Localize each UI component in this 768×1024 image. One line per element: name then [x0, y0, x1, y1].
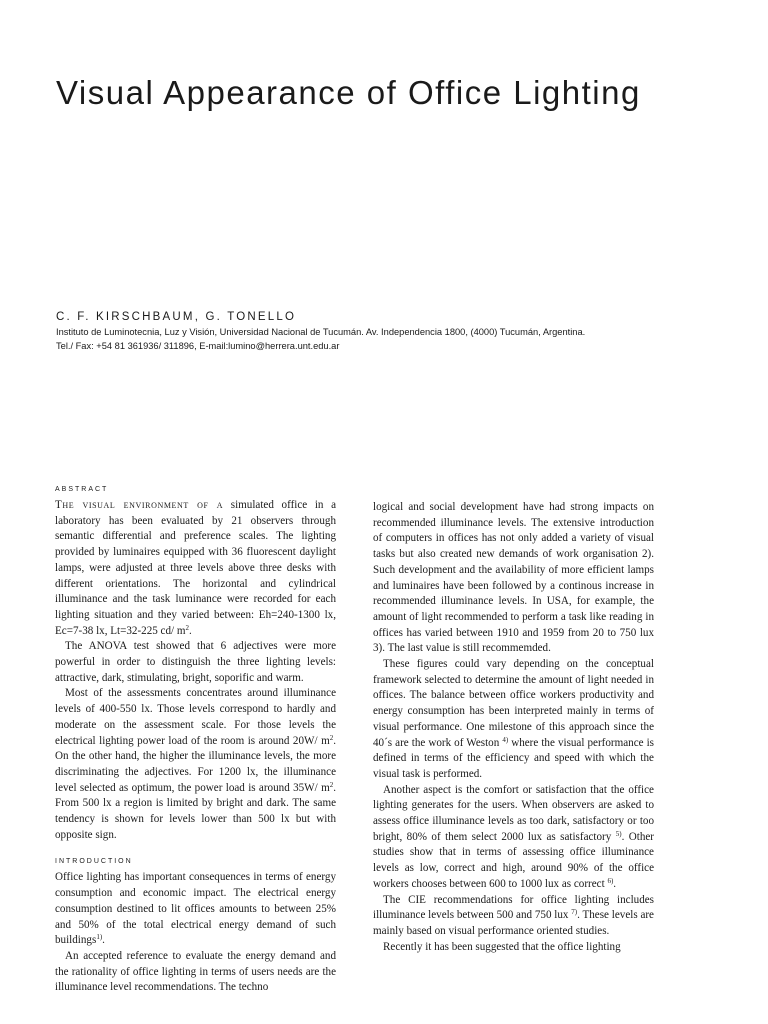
right-column [373, 500, 654, 955]
right-p4-superscript: 7) [571, 908, 578, 917]
right-p4-text-b: . These levels are mainly based on visual performance oriented studies. [373, 909, 654, 937]
right-p3-text-a: Another aspect is the comfort or satisfaction that the office lighting generates for the users. When observers are asked to assess office illuminance levels as too dark, satisfactory or too bright, 80% of them select 2000 lux as satisfactory [373, 783, 654, 843]
abstract-lead-smallcaps: The visual environment of a [55, 499, 224, 511]
abstract-p3-superscript-1: 2 [329, 733, 334, 742]
abstract-heading: ABSTRACT [55, 486, 109, 493]
right-p3-text-c: . [613, 877, 617, 890]
affiliation-address: Instituto de Luminotecnia, Luz y Visión, Universidad Nacional de Tucumán. Av. Independencia 1800, (4000) Tucumán, Argentina. [56, 327, 586, 337]
right-p3-superscript-1: 5) [615, 829, 622, 838]
right-paragraph-3 [373, 783, 654, 893]
abstract-p3-superscript-2: 2 [329, 780, 334, 789]
right-p2-text-a: These figures could vary depending on the conceptual framework selected to determine the amount of light needed in offices. The balance between office workers productivity and energy consumption has been interpreted mainly in terms of visual performance. One milestone of this approach since the 40´s are the work of Weston [373, 658, 654, 749]
intro-p1-end: . [102, 934, 105, 947]
affiliation-contact: Tel./ Fax: +54 81 361936/ 311896, E-mail:lumino@herrera.unt.edu.ar [56, 341, 340, 351]
right-p2-text-b: where the visual performance is defined in terms of the efficiency and speed with which the visual task is performed. [373, 736, 654, 780]
intro-p1-superscript: 1) [96, 933, 103, 942]
right-p2-superscript: 4) [502, 735, 509, 744]
paper-title: Visual Appearance of Office Lighting [56, 74, 641, 111]
abstract-p1-text: simulated office in a laboratory has been evaluated by 21 observers through semantic differential and preference scales. The lighting provided by luminaires equipped with 36 fluorescent daylight lamps, were adjusted at three levels above three desks with different orientations. The horizontal and cylindrical illuminance and the task luminance were recorded for each lighting situation and they varied between: Eh=240-1300 lx, Ec=7-38 lx, Lt=32-225 cd/ m [55, 499, 336, 637]
right-paragraph-5: Recently it has been suggested that the office lighting [383, 940, 621, 953]
intro-p1-text: Office lighting has important consequences in terms of energy consumption and economic impact. The electrical energy consumption destined to lit offices amounts to between 25% and 50% of the total electrical energy demand of such buildings [55, 871, 336, 947]
right-paragraph-2 [373, 657, 654, 783]
right-paragraph-4 [373, 893, 654, 940]
abstract-p1-superscript: 2 [185, 623, 190, 632]
abstract-paragraph-3 [55, 686, 336, 843]
abstract-paragraph-2: The ANOVA test showed that 6 adjectives were more powerful in order to distinguish the three lighting levels: attractive, dark, stimulating, bright, soporific and warm. [55, 640, 336, 684]
abstract-p3-text-c: . From 500 lx a region is limited by bright and dark. The same tendency is shown for levels lower than 500 lx but with opposite sign. [55, 781, 336, 841]
abstract-paragraph-1 [55, 498, 336, 639]
introduction-heading: INTRODUCTION [55, 858, 133, 866]
right-p3-superscript-2: 6) [607, 876, 614, 885]
right-paragraph-1: logical and social development have had strong impacts on recommended illuminance levels. The extensive introduction of computers in offices has not only added a variety of visual tasks but also created new demands of work organisation 2). Such development and the availability of more efficient lamps and luminaires have been followed by a continous increase in recommended illuminance levels. In USA, for example, the amount of light recommended to perform a task like reading in offices has varied between 1910 and 1959 from 20 to 750 lux 3). The last value is still recommemded. [373, 501, 654, 655]
abstract-p1-end: . [189, 624, 192, 637]
author-list: C. F. KIRSCHBAUM, G. TONELLO [56, 311, 297, 323]
right-p4-text-a: The CIE recommendations for office lighting includes illuminance levels between 500 and 750 lux [373, 893, 654, 922]
left-column [55, 484, 336, 996]
introduction-paragraph-1 [55, 870, 336, 949]
right-p3-text-b: . Other studies show that in terms of assessing office illuminance levels as low, correct and high, around 90% of the office workers chooses between 600 to 1000 lux as correct [373, 830, 655, 890]
introduction-paragraph-2: An accepted reference to evaluate the energy demand and the rationality of office lighting in terms of users needs are the illuminance level recommendations. The techno [55, 949, 336, 994]
abstract-p3-text-b: . On the other hand, the higher the illuminance levels, the more discriminating the adjectives. For 1200 lx, the illuminance level selected as optimum, the power load is around 35W/ m [55, 734, 336, 794]
abstract-p3-text-a: Most of the assessments concentrates around illuminance levels of 400-550 lx. Those levels correspond to hardly and moderate on the assessment scale. For those levels the electrical lighting power load of the room is around 20W/ m [55, 687, 336, 747]
